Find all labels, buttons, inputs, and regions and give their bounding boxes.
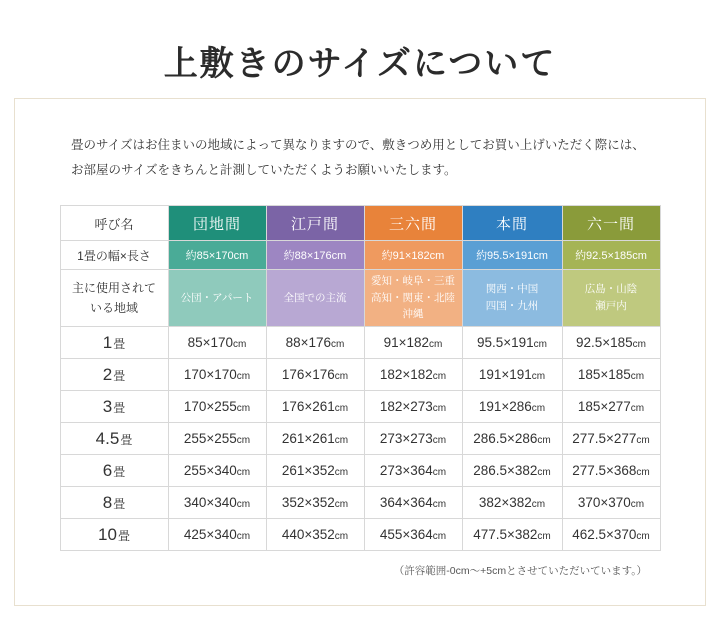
cell-6jo-honma xyxy=(462,455,562,487)
cell-6jo-sanrokuma xyxy=(364,455,462,487)
cell-unit: cm xyxy=(630,403,645,414)
cell-8jo-rokuichima xyxy=(562,487,660,519)
cell-10jo-honma xyxy=(462,519,562,551)
cell-value: 364×364 xyxy=(379,495,433,510)
row-header-area xyxy=(60,270,168,327)
column-header-sanrokuma: 三六間 xyxy=(364,206,462,241)
cell-unit: cm xyxy=(432,499,447,510)
cell-value: 286.5×286 xyxy=(473,431,538,446)
area-danchima-line-1: 公団・アパート xyxy=(180,291,254,304)
cell-unit: cm xyxy=(236,403,251,414)
cell-value: 277.5×277 xyxy=(572,431,637,446)
cell-6jo-edoma xyxy=(266,455,364,487)
cell-1jo-rokuichima xyxy=(562,327,660,359)
row-label-number: 4.5 xyxy=(95,428,120,448)
cell-value: 85×170 xyxy=(187,335,234,350)
row-label-unit: 畳 xyxy=(117,528,130,543)
cell-value: 382×382 xyxy=(478,495,532,510)
cell-unit: cm xyxy=(429,339,443,350)
cell-value: 88×176 xyxy=(285,335,332,350)
area-honma-line-1: 関西・中国 xyxy=(485,283,539,296)
cell-3jo-rokuichima xyxy=(562,391,660,423)
cell-2jo-edoma xyxy=(266,359,364,391)
column-header-rokuichima: 六一間 xyxy=(562,206,660,241)
cell-unit: cm xyxy=(636,467,650,478)
intro-line-1: 畳のサイズはお住まいの地域によって異なりますので、敷きつめ用としてお買い上げいただく際には、 xyxy=(71,138,645,152)
cell-value: 277.5×368 xyxy=(572,463,637,478)
tatami-size-table xyxy=(60,205,661,551)
row-label-10jo xyxy=(60,519,168,551)
column-header-honma: 本間 xyxy=(462,206,562,241)
table-row xyxy=(60,519,660,551)
cell-unit: cm xyxy=(233,339,247,350)
cell-value: 273×273 xyxy=(379,431,433,446)
row-label-2jo xyxy=(60,359,168,391)
cell-3jo-sanrokuma xyxy=(364,391,462,423)
cell-3jo-danchima xyxy=(168,391,266,423)
content-frame xyxy=(14,98,706,606)
cell-unit: cm xyxy=(236,499,251,510)
cell-2jo-rokuichima xyxy=(562,359,660,391)
cell-value: 477.5×382 xyxy=(473,527,538,542)
cell-value: 455×364 xyxy=(379,527,433,542)
cell-6jo-rokuichima xyxy=(562,455,660,487)
cell-unit: cm xyxy=(630,371,645,382)
area-sanrokuma-line-3: 沖縄 xyxy=(402,308,424,321)
cell-unit: cm xyxy=(432,467,447,478)
cell-unit: cm xyxy=(531,499,546,510)
cell-45jo-rokuichima xyxy=(562,423,660,455)
cell-value: 261×261 xyxy=(281,431,335,446)
cell-value: 176×261 xyxy=(281,399,335,414)
cell-3jo-honma xyxy=(462,391,562,423)
cell-unit: cm xyxy=(334,467,349,478)
cell-value: 170×255 xyxy=(183,399,237,414)
cell-unit: cm xyxy=(236,435,251,446)
cell-45jo-sanrokuma xyxy=(364,423,462,455)
area-edoma-line-1: 全国での主流 xyxy=(283,291,347,304)
table-row xyxy=(60,359,660,391)
cell-value: 182×273 xyxy=(379,399,433,414)
area-sanrokuma-line-2: 高知・関東・北陸 xyxy=(371,291,455,304)
cell-unit: cm xyxy=(537,531,551,542)
area-honma xyxy=(462,270,562,327)
cell-unit: cm xyxy=(334,435,349,446)
cell-unit: cm xyxy=(636,435,650,446)
size-honma: 約95.5×191cm xyxy=(462,241,562,270)
cell-value: 370×370 xyxy=(577,495,631,510)
column-header-danchima: 団地間 xyxy=(168,206,266,241)
cell-45jo-honma xyxy=(462,423,562,455)
area-honma-line-2: 四国・九州 xyxy=(485,300,539,312)
cell-value: 185×277 xyxy=(577,399,631,414)
table-row xyxy=(60,455,660,487)
table-size-row xyxy=(60,241,660,270)
cell-2jo-danchima xyxy=(168,359,266,391)
cell-2jo-sanrokuma xyxy=(364,359,462,391)
table-row xyxy=(60,423,660,455)
row-label-number: 8 xyxy=(102,492,113,512)
cell-value: 286.5×382 xyxy=(473,463,538,478)
row-label-number: 3 xyxy=(102,396,113,416)
row-header-single-size: 1畳の幅×長さ xyxy=(60,241,168,270)
cell-10jo-danchima xyxy=(168,519,266,551)
cell-1jo-edoma xyxy=(266,327,364,359)
cell-10jo-edoma xyxy=(266,519,364,551)
cell-unit: cm xyxy=(331,339,345,350)
cell-value: 352×352 xyxy=(281,495,335,510)
cell-value: 462.5×370 xyxy=(572,527,637,542)
header-name-label: 呼び名 xyxy=(60,206,168,241)
cell-8jo-edoma xyxy=(266,487,364,519)
cell-value: 185×185 xyxy=(577,367,631,382)
cell-value: 255×340 xyxy=(183,463,237,478)
cell-10jo-rokuichima xyxy=(562,519,660,551)
size-rokuichima: 約92.5×185cm xyxy=(562,241,660,270)
cell-unit: cm xyxy=(537,467,551,478)
area-rokuichima-line-2: 瀬戸内 xyxy=(595,300,627,312)
area-edoma xyxy=(266,270,364,327)
cell-value: 261×352 xyxy=(281,463,335,478)
cell-8jo-honma xyxy=(462,487,562,519)
page-title: 上敷きのサイズについて xyxy=(163,46,557,83)
cell-8jo-sanrokuma xyxy=(364,487,462,519)
area-rokuichima xyxy=(562,270,660,327)
row-label-number: 1 xyxy=(102,332,113,352)
cell-value: 95.5×191 xyxy=(476,335,534,350)
cell-value: 425×340 xyxy=(183,527,237,542)
cell-6jo-danchima xyxy=(168,455,266,487)
row-label-unit: 畳 xyxy=(113,336,126,351)
cell-1jo-honma xyxy=(462,327,562,359)
row-label-number: 2 xyxy=(102,364,113,384)
row-label-unit: 畳 xyxy=(113,368,126,383)
area-rokuichima-line-1: 広島・山陰 xyxy=(584,283,638,296)
cell-unit: cm xyxy=(334,499,349,510)
row-label-45jo xyxy=(60,423,168,455)
table-area-row xyxy=(60,270,660,327)
cell-unit: cm xyxy=(432,371,447,382)
cell-unit: cm xyxy=(432,403,447,414)
size-edoma: 約88×176cm xyxy=(266,241,364,270)
cell-value: 92.5×185 xyxy=(575,335,633,350)
intro-line-2: お部屋のサイズをきちんと計測していただくようお願いいたします。 xyxy=(71,163,457,177)
intro-text xyxy=(71,133,649,183)
cell-value: 182×182 xyxy=(379,367,433,382)
cell-unit: cm xyxy=(236,531,251,542)
row-label-unit: 畳 xyxy=(113,496,126,511)
cell-value: 191×191 xyxy=(478,367,532,382)
cell-10jo-sanrokuma xyxy=(364,519,462,551)
cell-unit: cm xyxy=(334,371,349,382)
cell-1jo-sanrokuma xyxy=(364,327,462,359)
cell-value: 91×182 xyxy=(383,335,430,350)
cell-45jo-edoma xyxy=(266,423,364,455)
cell-1jo-danchima xyxy=(168,327,266,359)
cell-3jo-edoma xyxy=(266,391,364,423)
cell-unit: cm xyxy=(432,435,447,446)
cell-unit: cm xyxy=(236,467,251,478)
row-header-area-line-2: いる地域 xyxy=(89,301,138,315)
cell-value: 440×352 xyxy=(281,527,335,542)
area-sanrokuma-line-1: 愛知・岐阜・三重 xyxy=(371,274,455,287)
cell-2jo-honma xyxy=(462,359,562,391)
row-label-3jo xyxy=(60,391,168,423)
cell-unit: cm xyxy=(334,531,349,542)
cell-value: 191×286 xyxy=(478,399,532,414)
cell-value: 255×255 xyxy=(183,431,237,446)
size-danchima: 約85×170cm xyxy=(168,241,266,270)
table-row xyxy=(60,487,660,519)
row-label-number: 6 xyxy=(102,460,113,480)
cell-unit: cm xyxy=(533,339,548,350)
row-label-number: 10 xyxy=(98,524,117,544)
cell-value: 340×340 xyxy=(183,495,237,510)
table-row xyxy=(60,391,660,423)
cell-unit: cm xyxy=(432,531,447,542)
cell-unit: cm xyxy=(531,371,546,382)
area-danchima xyxy=(168,270,266,327)
cell-value: 273×364 xyxy=(379,463,433,478)
cell-45jo-danchima xyxy=(168,423,266,455)
row-label-6jo xyxy=(60,455,168,487)
cell-unit: cm xyxy=(537,435,551,446)
cell-value: 170×170 xyxy=(183,367,237,382)
area-sanrokuma xyxy=(364,270,462,327)
row-label-unit: 畳 xyxy=(120,432,133,447)
row-label-unit: 畳 xyxy=(113,400,126,415)
cell-unit: cm xyxy=(632,339,647,350)
size-sanrokuma: 約91×182cm xyxy=(364,241,462,270)
cell-unit: cm xyxy=(334,403,349,414)
table-header-row xyxy=(60,206,660,241)
row-label-1jo xyxy=(60,327,168,359)
cell-unit: cm xyxy=(236,371,251,382)
row-header-area-line-1: 主に使用されて xyxy=(71,280,156,295)
cell-unit: cm xyxy=(531,403,546,414)
row-label-8jo xyxy=(60,487,168,519)
cell-8jo-danchima xyxy=(168,487,266,519)
cell-value: 176×176 xyxy=(281,367,335,382)
cell-unit: cm xyxy=(636,531,650,542)
cell-unit: cm xyxy=(630,499,645,510)
row-label-unit: 畳 xyxy=(113,464,126,479)
tolerance-note: （許容範囲-0cm〜+5cmとさせていただいています。） xyxy=(393,565,647,577)
table-row xyxy=(60,327,660,359)
column-header-edoma: 江戸間 xyxy=(266,206,364,241)
